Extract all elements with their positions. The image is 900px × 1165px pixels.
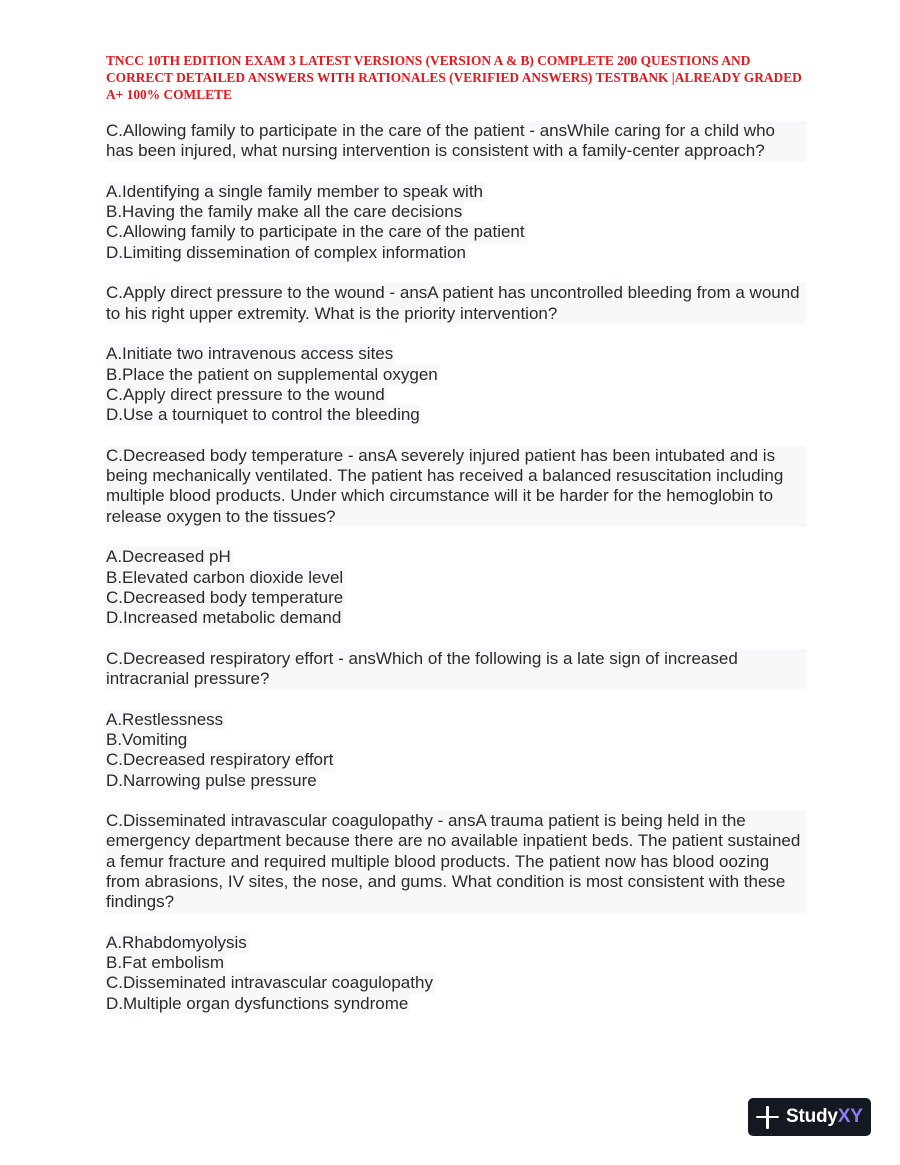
answer-question-text: C.Apply direct pressure to the wound - ansA patient has uncontrolled bleeding from a wound to his right upper extremity. What is the priority intervention? (106, 283, 806, 324)
option-a: A.Decreased pH (106, 547, 231, 567)
brand-name-main: Study (786, 1106, 838, 1127)
option-b: B.Fat embolism (106, 953, 225, 973)
brand-name-accent: XY (837, 1106, 863, 1127)
answer-question-text: C.Decreased body temperature - ansA severely injured patient has been intubated and is being mechanically ventilated. The patient has received a balanced resuscitation including multiple blood products. Under which circumstance will it be harder for the hemoglobin to release oxygen to the tissues? (106, 446, 806, 527)
qa-item-5 (106, 811, 806, 1014)
option-d: D.Multiple organ dysfunctions syndrome (106, 993, 409, 1013)
option-b: B.Elevated carbon dioxide level (106, 567, 344, 587)
qa-item-4 (106, 649, 806, 791)
option-c: C.Allowing family to participate in the care of the patient (106, 222, 525, 242)
brand-name (786, 1106, 863, 1128)
qa-item-1 (106, 121, 806, 263)
answer-question-text: C.Decreased respiratory effort - ansWhich of the following is a late sign of increased intracranial pressure? (106, 649, 806, 690)
qa-item-3 (106, 446, 806, 629)
option-a: A.Initiate two intravenous access sites (106, 344, 394, 364)
plus-icon (756, 1106, 779, 1129)
option-a: A.Restlessness (106, 709, 224, 729)
answer-question-text: C.Disseminated intravascular coagulopathy - ansA trauma patient is being held in the emergency department because there are no available inpatient beds. The patient sustained a femur fracture and required multiple blood products. The patient now has blood oozing from abrasions, IV sites, the nose, and gums. What condition is most consistent with these findings? (106, 811, 806, 912)
option-c: C.Apply direct pressure to the wound (106, 384, 385, 404)
option-d: D.Limiting dissemination of complex information (106, 242, 466, 262)
option-d: D.Narrowing pulse pressure (106, 770, 317, 790)
document-title: TNCC 10TH EDITION EXAM 3 LATEST VERSIONS (VERSION A & B) COMPLETE 200 QUESTIONS AND CORRECT DETAILED ANSWERS WITH RATIONALES (VERIFIED ANSWERS) TESTBANK |ALREADY GRADED A+ 100% COMLETE (106, 53, 802, 102)
option-c: C.Disseminated intravascular coagulopathy (106, 973, 433, 993)
option-c: C.Decreased respiratory effort (106, 750, 334, 770)
option-a: A.Rhabdomyolysis (106, 932, 247, 952)
answer-question-text: C.Allowing family to participate in the care of the patient - ansWhile caring for a child who has been injured, what nursing intervention is consistent with a family-center approach? (106, 121, 806, 162)
option-c: C.Decreased body temperature (106, 587, 344, 607)
studyxy-logo[interactable] (748, 1098, 871, 1136)
option-b: B.Place the patient on supplemental oxygen (106, 364, 438, 384)
qa-item-2 (106, 283, 806, 425)
option-b: B.Vomiting (106, 729, 188, 749)
option-d: D.Use a tourniquet to control the bleeding (106, 405, 420, 425)
option-d: D.Increased metabolic demand (106, 608, 342, 628)
option-b: B.Having the family make all the care decisions (106, 202, 463, 222)
option-a: A.Identifying a single family member to speak with (106, 181, 484, 201)
qa-list (106, 121, 806, 1034)
